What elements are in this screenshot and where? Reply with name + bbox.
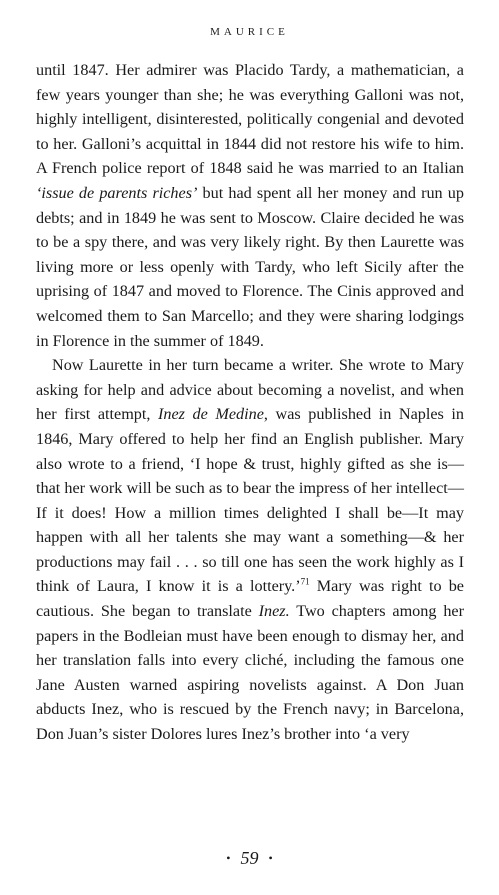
text-run: Mary was right to be cautious. She began to translate bbox=[36, 577, 464, 621]
italic-title: Inez de Medine bbox=[158, 405, 264, 424]
body-text bbox=[36, 58, 464, 747]
running-head: MAURICE bbox=[210, 26, 289, 38]
text-run: Two chapters among her papers in the Bodleian must have been enough to dismay her, and her translation falls into every cliché, including the famous one Jane Austen warned aspiring novelists against. A Don Juan abducts Inez, who is rescued by the French navy; in Barcelona, Don Juan’s sister Dolores lures Inez’s brother into ‘a very bbox=[36, 602, 464, 744]
italic-title: Inez. bbox=[258, 602, 290, 621]
text-run: Now Laurette in her turn became a writer. She wrote to Mary asking for help and advice about becoming a novelist, and when her first attempt, bbox=[36, 356, 464, 424]
paragraph-1 bbox=[36, 58, 464, 353]
bullet-ornament: • bbox=[226, 851, 231, 865]
bullet-ornament: • bbox=[268, 851, 273, 865]
paragraph-2 bbox=[36, 353, 464, 747]
page-footer bbox=[0, 848, 499, 869]
text-run: but had spent all her money and run up debts; and in 1849 he was sent to Moscow. Claire decided he was to be a spy there, and was very likely right. By then Laurette was living more or less openly with Tardy, who left Sicily after the uprising of 1847 and moved to Florence. The Cinis approved and welcomed them to San Marcello; and they were sharing lodgings in Florence in the summer of 1849. bbox=[36, 183, 464, 350]
text-run: , was published in Naples in 1846, Mary offered to help her find an English publisher. Mary also wrote to a friend, ‘I hope & trust, highly gifted as she is—that her work will be such as to bear the impress of her intellect—If it does! How a million times delighted I shall be—It may happen with all her talents she may want a something—& her productions may fail . . . so till one has seen the work highly as I think of Laura, I know it is a lottery.’ bbox=[36, 405, 464, 596]
text-run: until 1847. Her admirer was Placido Tardy, a mathematician, a few years younger than she; he was everything Galloni was not, highly intelligent, disinterested, politically congenial and devoted to her. Galloni’s acquittal in 1844 did not restore his wife to him. A French police report of 1848 said he was married to an Italian bbox=[36, 61, 464, 178]
footnote-ref: 71 bbox=[300, 577, 310, 588]
italic-phrase: ‘issue de parents riches’ bbox=[36, 183, 198, 202]
page-number: 59 bbox=[240, 848, 259, 868]
